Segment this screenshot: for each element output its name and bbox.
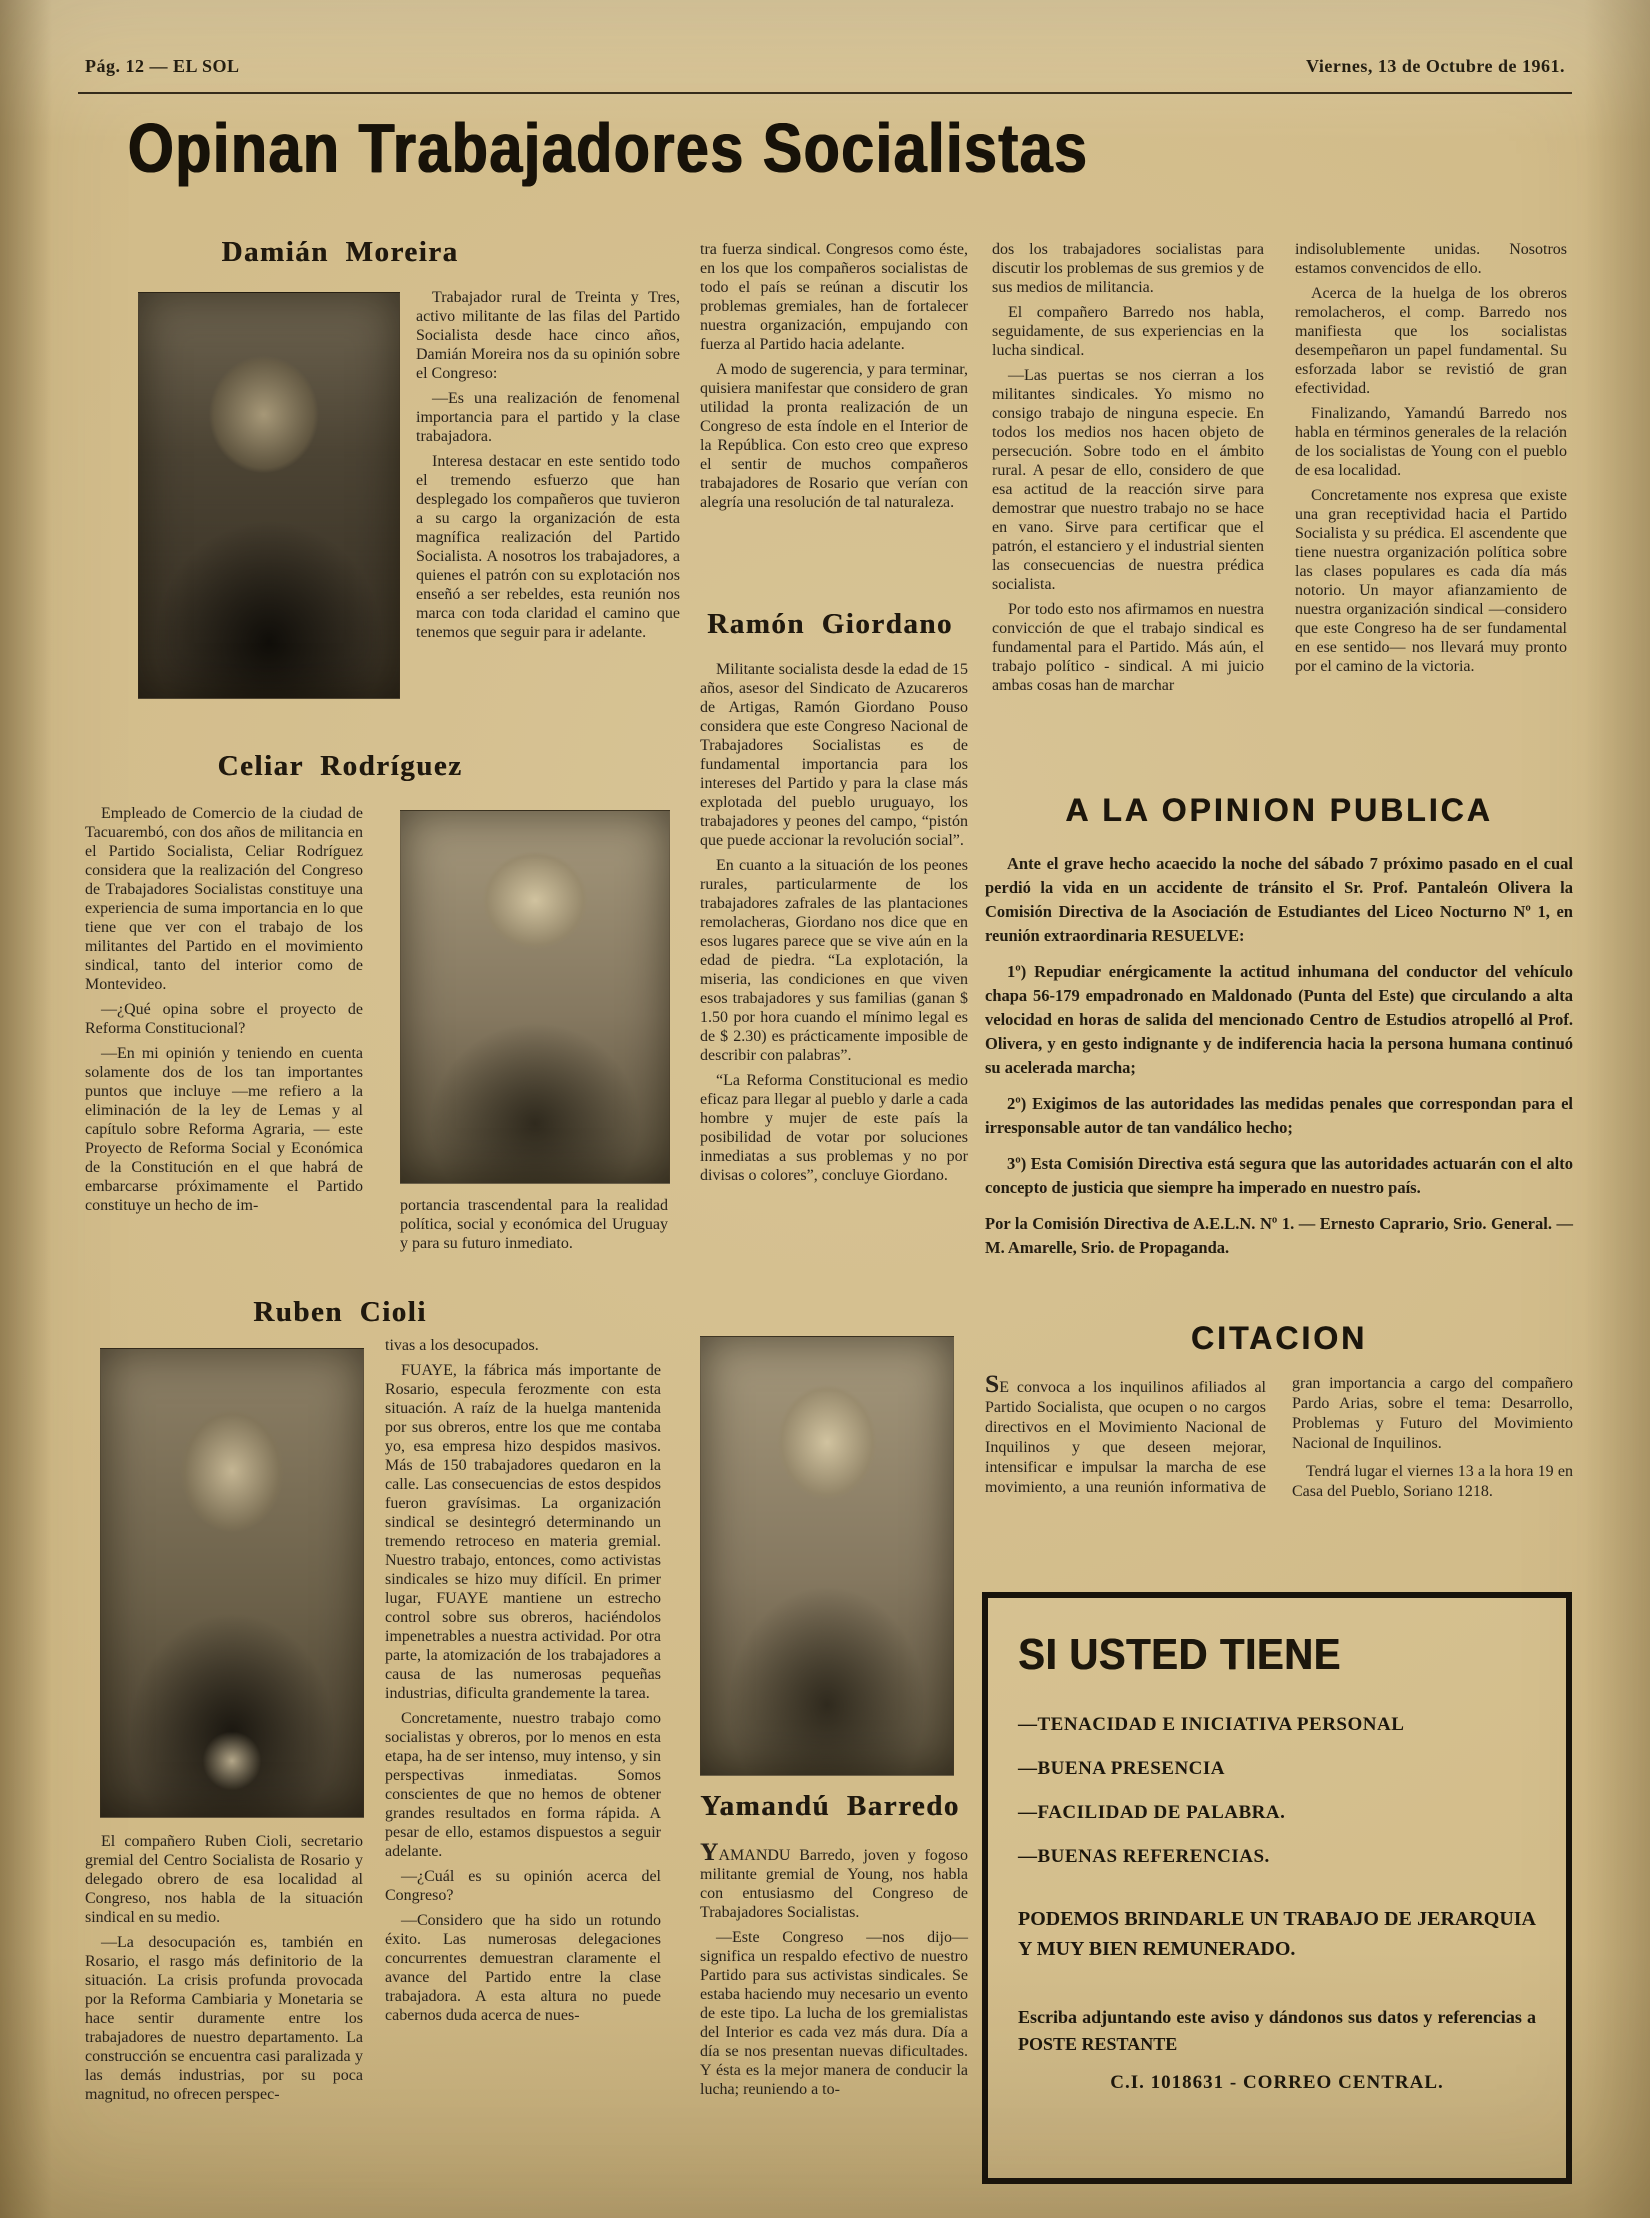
notice-paragraph: 2º) Exigimos de las autoridades las medidas penales que correspondan para el irresponsable autor de tan vandálico hecho; <box>985 1094 1573 1137</box>
ad-contact-address: C.I. 1018631 - CORREO CENTRAL. <box>1110 2072 1444 2093</box>
article-cioli-col2 <box>385 1336 661 2031</box>
article-paragraph: dos los trabajadores socialistas para discutir los problemas de sus gremios y de sus medios de militancia. <box>992 241 1264 296</box>
article-moreira <box>416 288 680 648</box>
article-paragraph: —¿Qué opina sobre el proyecto de Reforma Constitucional? <box>85 1001 363 1037</box>
article-congress-continuation <box>700 240 968 518</box>
article-cioli-col1 <box>85 1832 363 2110</box>
section-heading-yamandu: Yamandú Barredo <box>700 1790 960 1822</box>
article-paragraph: —La desocupación es, también en Rosario, el rasgo más definitorio de la situación. La crisis profunda provocada por la Reforma Cambiaria y Monetaria se hace sentir duramente entre los trabajadores de nuestro departamento. La construcción se encuentra casi paralizada y las demás industrias, por su poca magnitud, no ofrecen perspec- <box>85 1934 363 2103</box>
article-paragraph: —Es una realización de fenomenal importancia para el partido y la clase trabajadora. <box>416 390 680 445</box>
article-paragraph: indisolublemente unidas. Nosotros estamos convencidos de ello. <box>1295 241 1567 277</box>
main-headline <box>128 110 1272 187</box>
article-yamandu <box>700 1837 968 2105</box>
masthead <box>85 56 1565 82</box>
section-heading-giordano: Ramón Giordano <box>707 608 953 640</box>
article-celiar-col1 <box>85 804 363 1221</box>
ad-offer-text: PODEMOS BRINDARLE UN TRABAJO DE JERARQUIA Y MUY BIEN REMUNERADO. <box>1018 1908 1536 1960</box>
article-barredo-continuation-a <box>992 240 1264 701</box>
article-paragraph: Empleado de Comercio de la ciudad de Tacuarembó, con dos años de militancia en el Partido Socialista, Celiar Rodríguez considera que la realización del Congreso de Trabajadores Socialistas constituye una experiencia de suma importancia en lo que tiene que ver con el trabajo de los militantes del Partido en el movimiento sindical, tanto del interior como de Montevideo. <box>85 805 363 993</box>
notice-signature: Por la Comisión Directiva de A.E.L.N. Nº 1. — Ernesto Caprario, Srio. General. — M. Amarelle, Srio. de Propaganda. <box>985 1214 1573 1257</box>
ad-requirement-item: —FACILIDAD DE PALABRA. <box>1018 1802 1286 1823</box>
article-paragraph: FUAYE, la fábrica más importante de Rosario, especula ferozmente con esta situación. A raíz de la huelga mantenida por sus obreros, entre los que me contaba yo, esa empresa hizo despidos masivos. Más de 150 trabajadores quedaron en la calle. Las consecuencias de estos despidos fueron gravísimas. La organización sindical se desintegró determinando un tremendo retroceso en materia gremial. Nuestro trabajo, entonces, como activistas sindicales se hizo muy difícil. En primer lugar, FUAYE mantiene un estrecho control sobre sus obreros, haciéndolos impenetrables a nuestra actividad. Por otra parte, la atomización de los trabajadores a causa de las numerosas pequeñas industrias, dificulta grandemente la tarea. <box>385 1362 661 1702</box>
ad-contact-text: Escriba adjuntando este aviso y dándonos sus datos y referencias a POSTE RESTANTE <box>1018 2007 1536 2054</box>
section-heading-moreira: Damián Moreira <box>221 236 459 268</box>
notice-citacion <box>985 1369 1573 1504</box>
notice-opinion-publica <box>985 852 1573 1272</box>
article-paragraph: Interesa destacar en este sentido todo el tremendo esfuerzo que han desplegado los compañeros que tuvieron a su cargo la organización de esta magnífica realización del Partido Socialista. A nosotros los trabajadores, a quienes el patrón con su explotación nos enseñó a ser rebeldes, esta reunión nos marca con toda claridad el camino que tenemos que seguir para ir adelante. <box>416 453 680 641</box>
date-label: Viernes, 13 de Octubre de 1961. <box>1306 56 1565 76</box>
notice-paragraph: Ante el grave hecho acaecido la noche del sábado 7 próximo pasado en el cual perdió la vida en un accidente de tránsito el Sr. Prof. Pantaleón Olivera la Comisión Directiva de la Asociación de Estudiantes del Liceo Nocturno Nº 1, en reunión extraordinaria RESUELVE: <box>985 854 1573 945</box>
article-paragraph: Trabajador rural de Treinta y Tres, activo militante de las filas del Partido Socialista desde hace cinco años, Damián Moreira nos da su opinión sobre el Congreso: <box>416 289 680 382</box>
ad-requirement-item: —BUENAS REFERENCIAS. <box>1018 1846 1270 1867</box>
article-giordano <box>700 660 968 1191</box>
article-paragraph: —Considero que ha sido un rotundo éxito. Las numerosas delegaciones concurrentes demuestran claramente el avance del Partido entre la clase trabajadora. A esta altura no puede cabernos duda acerca de nues- <box>385 1912 661 2024</box>
article-paragraph: —Las puertas se nos cierran a los militantes sindicales. Yo mismo no consigo trabajo de ninguna especie. En todos los medios nos hacen objeto de persecución. Sobre todo en el ámbito rural. A pesar de ello, considero de que esa actitud de la reacción sirve para demostrar que nuestro trabajo no se hace en vano. Sirve para certificar que el patrón, el estanciero y el industrial sienten las consecuencias de nuestra prédica socialista. <box>992 367 1264 593</box>
photo-yamandu-barredo <box>700 1336 954 1776</box>
notice-paragraph: Tendrá lugar el viernes 13 a la hora 19 en Casa del Pueblo, Soriano 1218. <box>1292 1463 1573 1500</box>
article-paragraph: tra fuerza sindical. Congresos como éste, en los que los compañeros socialistas de todo el país se reúnan a discutir los problemas gremiales, han de fortalecer nuestra organización, empujando con fuerza al Partido hacia adelante. <box>700 241 968 353</box>
article-paragraph: —En mi opinión y teniendo en cuenta solamente dos de los tan importantes puntos que incluye —me refiero a la eliminación de la ley de Lemas y al capítulo sobre Reforma Agraria, — este Proyecto de Reforma Social y Económica de la Constitución en el que habrá de embarcarse próximamente el Partido constituye un hecho de im- <box>85 1045 363 1214</box>
article-paragraph: Concretamente nos expresa que existe una gran receptividad hacia el Partido Socialista y su prédica. El ascendente que tiene nuestra organización política sobre las clases populares es cada día más notorio. Un mayor afianzamiento de nuestra organización sindical —considero que este Congreso ha de ser fundamental en ese sentido— nos llevará muy pronto por el camino de la victoria. <box>1295 487 1567 675</box>
ad-requirement-item: —TENACIDAD E INICIATIVA PERSONAL <box>1018 1714 1405 1735</box>
notice-paragraph: SE convoca a los inquilinos afiliados al Partido Socialista, que ocupen o no cargos directivos en el Movimiento Nacional de Inquilinos y que deseen mejorar, intensificar e impulsar la marcha de ese movimiento, a una reunión informativa de gran importancia a cargo del compañero Pardo Arias, sobre el tema: Desarrollo, Problemas y Futuro del Movimiento Nacional de Inquilinos. <box>985 1369 1573 1496</box>
photo-damian-moreira <box>138 292 400 699</box>
article-paragraph: A modo de sugerencia, y para terminar, quisiera manifestar que considero de gran utilidad la pronta realización de un Congreso de esta índole en el Interior de la República. Con esto creo que expreso el sentir de muchos compañeros trabajadores de Rosario que verían con alegría una resolución de tal naturaleza. <box>700 361 968 511</box>
article-paragraph: YAMANDU Barredo, joven y fogoso militante gremial de Young, nos habla con entusiasmo del Congreso de Trabajadores Socialistas. <box>700 1837 968 1921</box>
section-heading-celiar: Celiar Rodríguez <box>217 750 463 782</box>
photo-celiar-rodriguez <box>400 810 670 1184</box>
notice-heading-citacion: CITACION <box>1190 1320 1368 1356</box>
article-paragraph: —Este Congreso —nos dijo— significa un respaldo efectivo de nuestro Partido para sus activistas sindicales. Se estaba haciendo muy necesario un evento de este tipo. La lucha de los gremialistas del Interior es cada vez más dura. Día a día se nos presentan nuevas dificultades. Y ésta es la mejor manera de conducir la lucha; reuniendo a to- <box>700 1929 968 2098</box>
article-paragraph: Militante socialista desde la edad de 15 años, asesor del Sindicato de Azucareros de Artigas, Ramón Giordano Pouso considera que este Congreso Nacional de Trabajadores Socialistas es de fundamental importancia para los intereses del Partido y para la clase más explotada del pueblo uruguayo, los trabajadores y peones del campo, “pistón que puede accionar la revolución social”. <box>700 661 968 849</box>
article-paragraph: Acerca de la huelga de los obreros remolacheros, el comp. Barredo nos manifiesta que los socialistas desempeñaron un papel fundamental. Su esforzada labor se revistió de gran efectividad. <box>1295 285 1567 397</box>
article-barredo-continuation-b <box>1295 240 1567 682</box>
article-paragraph: En cuanto a la situación de los peones rurales, particularmente de los trabajadores zafrales de las plantaciones remolacheras, Giordano nos dice que en esos lugares parece que se vive aún en la edad de piedra. “La explotación, la miseria, las condiciones en que viven esos trabajadores y sus familias (ganan $ 1.50 por hora cuando el mínimo legal es de $ 2.30) es prácticamente imposible de describir con palabras”. <box>700 857 968 1064</box>
classified-ad-box <box>982 1592 1572 2184</box>
page-number-label: Pág. 12 — EL SOL <box>85 56 240 76</box>
article-paragraph: Finalizando, Yamandú Barredo nos habla en términos generales de la relación de los socialistas de Young con el pueblo de esa localidad. <box>1295 405 1567 479</box>
ad-title: SI USTED TIENE <box>1018 1630 1341 1679</box>
ad-requirement-item: —BUENA PRESENCIA <box>1018 1758 1226 1779</box>
article-paragraph: El compañero Barredo nos habla, seguidamente, de sus experiencias en la lucha sindical. <box>992 304 1264 359</box>
photo-ruben-cioli <box>100 1348 364 1818</box>
article-paragraph: “La Reforma Constitucional es medio eficaz para llegar al pueblo y darle a cada hombre y mujer de este país la posibilidad de votar por soluciones inmediatas a sus problemas y no por divisas o colores”, concluye Giordano. <box>700 1072 968 1184</box>
main-headline-text: Opinan Trabajadores Socialistas <box>128 109 1089 187</box>
notice-paragraph: 3º) Esta Comisión Directiva está segura que las autoridades actuarán con el alto concepto de justicia que siempre ha imperado en nuestro país. <box>985 1154 1573 1197</box>
section-heading-cioli: Ruben Cioli <box>253 1296 427 1328</box>
article-paragraph: portancia trascendental para la realidad política, social y económica del Uruguay y para su futuro inmediato. <box>400 1197 668 1252</box>
article-paragraph: Concretamente, nuestro trabajo como socialistas y obreros, por lo menos en esta etapa, ha de ser intenso, muy intenso, y sin perspectivas inmediatas. Somos conscientes de que no hemos de obtener grandes resultados en forma rápida. A pesar de ello, estamos dispuestos a seguir adelante. <box>385 1710 661 1860</box>
notice-heading-opinion-publica: A LA OPINION PUBLICA <box>1065 792 1493 828</box>
article-paragraph: —¿Cuál es su opinión acerca del Congreso? <box>385 1868 661 1904</box>
article-paragraph: tivas a los desocupados. <box>385 1337 539 1354</box>
article-paragraph: El compañero Ruben Cioli, secretario gremial del Centro Socialista de Rosario y delegado obrero de esa localidad al Congreso, nos habla de la situación sindical en su medio. <box>85 1833 363 1926</box>
masthead-rule <box>78 92 1572 94</box>
notice-paragraph: 1º) Repudiar enérgicamente la actitud inhumana del conductor del vehículo chapa 56-179 empadronado en Maldonado (Punta del Este) que circulando a alta velocidad en horas de salida del mencionado Centro de Estudios atropelló al Prof. Olivera, y en gesto indignante y de indiferencia hacia la persona humana continuó su acelerada marcha; <box>985 962 1573 1077</box>
article-celiar-col2 <box>400 1196 668 1259</box>
article-paragraph: Por todo esto nos afirmamos en nuestra convicción de que el trabajo sindical es fundamental para el Partido. Más aún, el trabajo político - sindical. A mi juicio ambas cosas han de marchar <box>992 601 1264 694</box>
